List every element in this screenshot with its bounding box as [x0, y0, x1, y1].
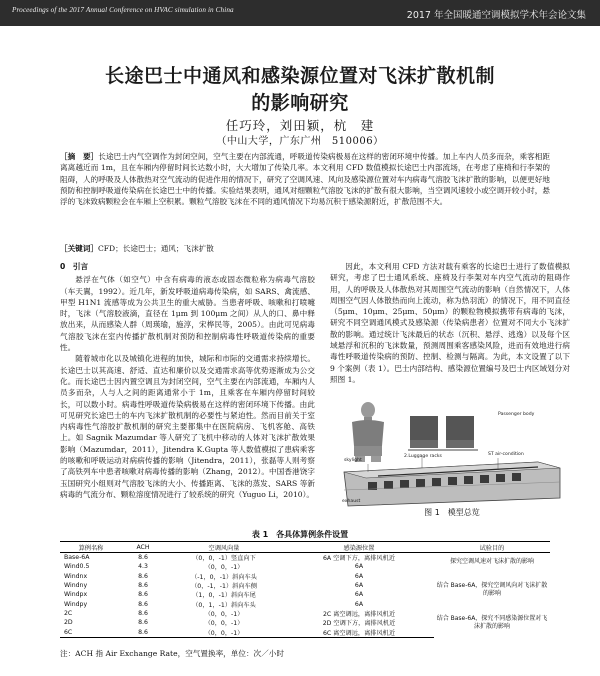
- label-air-condition: ST air-condition: [488, 452, 524, 457]
- case-name: Windny: [64, 582, 88, 590]
- case-ach: 8.6: [138, 600, 148, 608]
- case-ach: 4.3: [138, 563, 148, 571]
- table-caption: 表 1 各具体算例条件设置: [251, 530, 349, 539]
- case-name: Windpx: [64, 591, 88, 599]
- case-ach: 8.6: [138, 619, 148, 627]
- case-name: Base-6A: [64, 554, 90, 562]
- figure-caption: 图 1 模型总览: [424, 508, 480, 517]
- keywords-label: ［关键词］: [60, 244, 98, 253]
- case-purpose: 探究空调风速对飞沫扩散的影响: [449, 558, 534, 566]
- case-ach: 8.6: [138, 582, 148, 590]
- table-header: 感染源位置: [284, 542, 434, 553]
- left-column: [60, 261, 315, 500]
- intro-paragraph-3: 因此，本文利用 CFD 方法对载有乘客的长途巴士进行了数值模拟研究，考虑了巴士通风系统、座椅及行李架对车内空气流动的阻碍作用，人的呼吸及人体散热对其周围空气流动的影响（自然情况下，人体周围空气因人体散热而向上流动，称为热羽流）的情况下，用不同直径（5μm、10μm、25μm、50μm）的颗粒物模拟携带有病毒的飞沫，研究不同空调通风模式及感染源（传染病患者）位置对不同大小飞沫扩散的影响。通过统计飞沫最后的状态（沉积、悬浮、逃逸）以及每个区域悬浮和沉积的飞沫数量，预测周围乘客感染风险，进而有效地进行病毒性呼吸道传染病的预防、控制、检测与隔离。为此，本文设置了以下 9 个案例（表 1）。巴士内部结构、感染源位置编号及巴士内区域划分对照图 1。: [330, 262, 570, 384]
- case-name: Windpy: [64, 600, 88, 608]
- table-row: [60, 553, 550, 563]
- table-header: 试验目的: [434, 542, 550, 553]
- table-row: [60, 609, 550, 618]
- case-purpose: 结合 Base-6A，探究空调风向对飞沫扩散的影响: [436, 582, 548, 598]
- case-vector: （1，0，-1）斜向车尾: [192, 592, 256, 600]
- case-purpose: 结合 Base-6A，探究不同感染源位置对飞沫扩散的影响: [436, 614, 548, 630]
- paper-title-line-1: 长途巴士中通风和感染源位置对飞沫扩散机制: [104, 65, 495, 87]
- case-name: 2D: [64, 619, 73, 627]
- case-source: 6A: [354, 563, 364, 571]
- label-exhaust: exhaust: [342, 499, 361, 504]
- label-luggage-racks: 2.Luggage racks: [404, 454, 442, 459]
- case-vector: （0，1，-1）斜向车头: [192, 601, 256, 609]
- case-source: 6A: [354, 600, 364, 608]
- case-vector: （0，0，-1）: [204, 620, 244, 628]
- case-source: 6A: [354, 572, 364, 580]
- case-source: 6C 离空调远，离排风机近: [284, 627, 434, 637]
- case-vector: （0，0，-1）: [164, 627, 284, 637]
- case-source: 6A 空调下方，离排风机近: [322, 555, 395, 563]
- case-ach: 8.6: [138, 572, 148, 580]
- model-overview-figure: [338, 398, 566, 510]
- keywords-text: CFD；长途巴士；通风；飞沫扩散: [97, 244, 214, 253]
- abstract-label: ［摘 要］: [60, 152, 99, 161]
- authors: 任巧玲，刘田颖，杭 建: [225, 118, 375, 133]
- keywords: [60, 243, 550, 254]
- abstract-text: 长途巴士内气空调作为封闭空间，空气主要在内部流通，呼吸道传染病极易在这样的密闭环境中传播。加上车内人员多而杂，乘客相距离离越近而 1m，且在车厢内停留时间长达数小时，大大增加了传染几率。本文利用 CFD 数值模拟长途巴士内部流场，在考虑了座椅和行李架的阻碍，人的呼吸及人体散热对空气流动的促进作用的情况下，研究了空调风速、风向及感染源位置对车内病毒气溶胶飞沫扩散的影响，以便更好地预防和控制呼吸道传染病在长途巴士中的传播。实验结果表明，通风对细颗粒气溶胶飞沫的扩散有很大影响，当空调风速较小或空调开较小时，悬浮的飞沫致病颗粒会在车厢上空积累。颗粒气溶胶飞沫在不同的通风情况下均易沉积于感染源附近，扩散范围不大。: [60, 152, 551, 207]
- header-conference: 2017 年全国暖通空调模拟学术年会论文集: [406, 10, 586, 21]
- table-header: 空调风向量: [164, 542, 284, 553]
- case-name: Wind0.5: [64, 563, 90, 571]
- case-ach: 8.6: [138, 609, 148, 617]
- label-skylight: skylight: [344, 458, 362, 463]
- affiliation: （中山大学，广东广州 510006）: [216, 136, 384, 147]
- case-name: 6C: [60, 627, 122, 637]
- case-vector: （0，0，-1）: [204, 564, 244, 572]
- paper-title-line-2: 的影响研究: [251, 92, 349, 114]
- case-ach: 8.6: [138, 554, 148, 562]
- case-vector: （0，0，-1）: [204, 610, 244, 618]
- case-vector: （-1，0，-1）斜向车头: [191, 573, 257, 581]
- case-name: 2C: [64, 609, 73, 617]
- seat-row-model: [408, 416, 478, 450]
- abstract: [60, 151, 550, 207]
- case-source: 2C 离空调远，离排风机近: [322, 610, 396, 618]
- case-source: 6A: [354, 591, 364, 599]
- section-heading-intro: 0 引言: [60, 262, 89, 271]
- page-header: [0, 0, 600, 26]
- case-name: Windnx: [64, 572, 88, 580]
- header-proceedings: Proceedings of the 2017 Annual Conference on HVAC simulation in China: [12, 6, 234, 14]
- case-ach: 8.6: [138, 591, 148, 599]
- right-column: [330, 261, 570, 385]
- case-source: 6A: [354, 582, 364, 590]
- table-header: ACH: [122, 542, 164, 553]
- intro-paragraph-1: 悬浮在气体（如空气）中含有病毒的液态或固态微粒称为病毒气溶胶（车天翼，1992）。近几年，新发呼吸道病毒传染病，如 SARS、禽流感、甲型 H1N1 流感等成为公共卫生的重大威胁。当患者呼吸、咳嗽和打喷嚏时，飞沫（气溶胶液滴，直径在 1μm 到 100μm 之间）从人的口、鼻中释放出来，从而感染人群（周瑛瑜，施淳，宋桦民等，2005）。由此可见病毒气溶胶飞沫在室内传播扩散机制对预防和控制病毒性呼吸道传染病的重要性。: [60, 275, 315, 353]
- label-passenger-body: Passenger body: [498, 412, 535, 417]
- case-vector: （0，0，-1）竖直向下: [192, 555, 256, 563]
- case-vector: （0，-1，-1）斜向车侧: [191, 583, 257, 591]
- intro-paragraph-2: 随着城市化以及城镇化进程的加快，城际和市际的交通需求持续增长。长途巴士以其高速、舒适、直达和廉价以及交通需求高等优势逐渐成为公交化。而长途巴士因内置空调且为封闭空间，空气主要在内部流通，车厢内人员多而杂，人与人之间的距离通常小于 1m，且乘客在车厢内停留时间较长，可以数小时。病毒性呼吸道传染病极易在这样的密闭环境下传播。由此可见研究长途巴士的车内飞沫扩散机制的必要性与紧迫性。然而目前关于室内病毒性气溶胶扩散机制的研究主要都集中在医院病房、飞机客舱、高铁上。如 Sagnik Mazumdar 等人研究了飞机中移动的人体对飞沫扩散效果影响（Mazumdar，2011），Jitendra K.Gupta 等人数值模拟了患病乘客的咳嗽和呼吸运动对病病传播的影响（Jitendra，2011），张磊等人则考察了高铁列车中患者咳嗽对病毒传播的影响（Zhang，2012）。中国香港饶字玉国研究小组则对气溶胶飞沫的大小、传播距离、飞沫的蒸发、SARS 等新病毒的气流分布、颗粒溶度情况进行了较系统的研究（Yuguo Li，2010）。: [60, 354, 315, 499]
- bus-body-model: [344, 462, 560, 506]
- table-header: 算例名称: [60, 542, 122, 553]
- table-header-row: [60, 542, 550, 553]
- passenger-body-model: [352, 402, 384, 462]
- case-settings-table: [60, 541, 550, 638]
- table-row: [60, 572, 550, 581]
- table-note: 注：ACH 指 Air Exchange Rate，空气置换率，单位：次／小时: [60, 649, 284, 658]
- case-ach: 8.6: [122, 627, 164, 637]
- case-source: 2D 空调下方，离排风机近: [322, 620, 396, 628]
